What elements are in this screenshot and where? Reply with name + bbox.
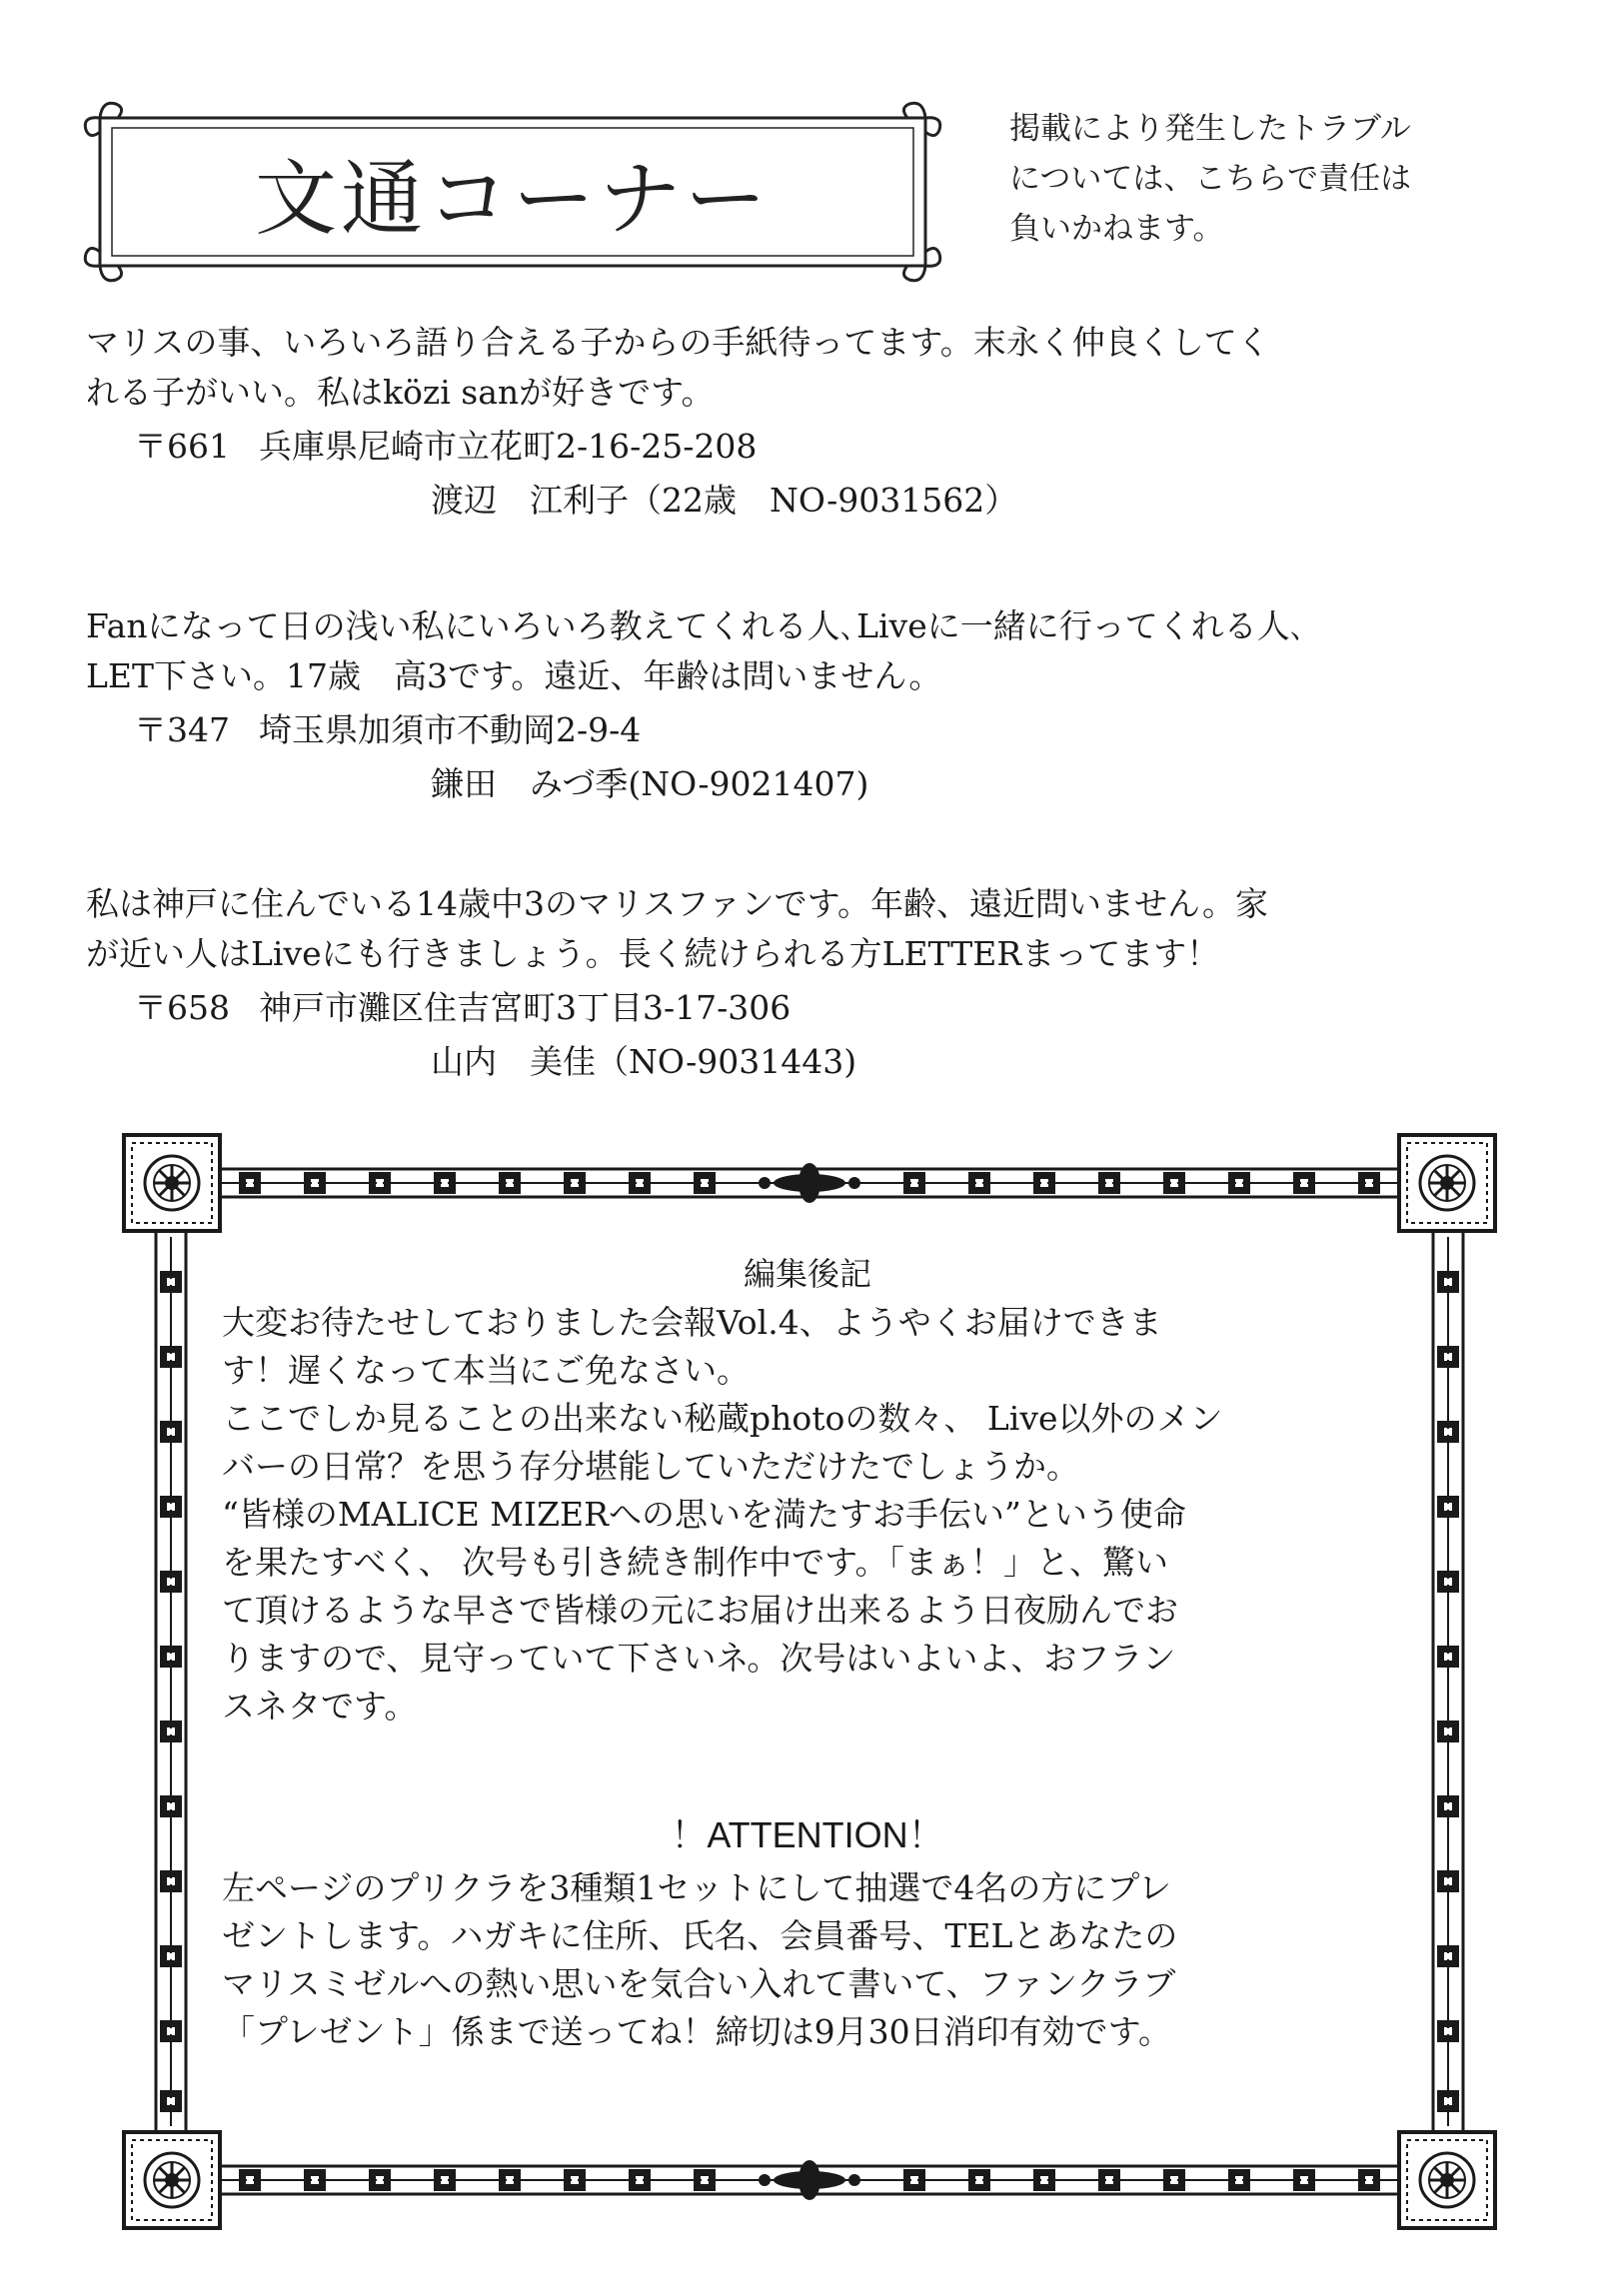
entry-message-line: マリスの事、いろいろ語り合える子からの手紙待ってます。末永く仲良くしてく (86, 323, 1270, 362)
disclaimer-line: 負いかねます。 (1009, 211, 1224, 247)
entry-address-text: 兵庫県尼崎市立花町2-16-25-208 (259, 427, 758, 466)
editor-note (222, 1249, 1393, 1730)
penpal-entry (86, 318, 1525, 528)
penpal-entry (86, 601, 1525, 811)
attention-line: 「プレゼント」係まで送ってね！締切は9月30日消印有効です。 (222, 2012, 1172, 2051)
page-title: 文通コーナー (254, 151, 771, 247)
entry-address (86, 420, 1525, 474)
attention-heading: ！ATTENTION！ (671, 1814, 944, 1855)
entry-address-text: 神戸市灘区住吉宮町3丁目3-17-306 (259, 988, 792, 1027)
editor-note-line: りますので、見守っていて下さいネ。次号はいよいよ、おフラン (222, 1639, 1176, 1678)
editor-note-line: す！遅くなって本当にご免なさい。 (222, 1351, 750, 1390)
entry-message-line: Fanになって日の浅い私にいろいろ教えてくれる人､Liveに一緒に行ってくれる人､ (86, 606, 1307, 645)
editor-note-line: て頂けるような早さで皆様の元にお届け出来るよう日夜励んでお (222, 1591, 1178, 1630)
editor-note-line: 大変お待たせしておりました会報Vol.4、ようやくお届けできま (222, 1303, 1162, 1342)
disclaimer-line: については、こちらで責任は (1009, 161, 1412, 197)
entry-message-line: が近い人はLiveにも行きましょう。長く続けられる方LETTERまってます！ (86, 934, 1220, 973)
attention-line: マリスミゼルへの熱い思いを気合い入れて書いて、ファンクラブ (222, 1964, 1176, 2003)
entry-zip: 〒658 (134, 988, 230, 1027)
attention-line: 左ページのプリクラを3種類1セットにして抽選で4名の方にプレ (222, 1868, 1172, 1907)
editor-note-line: バーの日常？を思う存分堪能していただけたでしょうか。 (222, 1447, 1079, 1486)
editor-note-line: を果たすべく、 次号も引き続き制作中です。「まぁ！」と、驚い (222, 1543, 1169, 1582)
entry-name: 渡辺 江利子（22歳 NO-9031562） (431, 481, 1018, 520)
entry-address-text: 埼玉県加須市不動岡2-9-4 (259, 710, 642, 749)
editor-note-line: スネタです。 (222, 1687, 418, 1725)
entry-message-line: れる子がいい。私はközi sanが好きです。 (86, 373, 715, 412)
disclaimer (1009, 104, 1529, 254)
entry-zip: 〒661 (134, 427, 230, 466)
entry-address (86, 981, 1525, 1035)
editor-note-line: ここでしか見ることの出来ない秘蔵photoの数々、 Live以外のメン (222, 1399, 1223, 1438)
editor-note-line: “皆様のMALICE MIZERへの思いを満たすお手伝い”という使命 (222, 1495, 1186, 1534)
editor-note-heading: 編集後記 (743, 1255, 871, 1293)
entry-zip: 〒347 (134, 710, 230, 749)
attention-notice (222, 1808, 1393, 2056)
penpal-entry (86, 879, 1525, 1089)
entry-name: 鎌田 みづ季(NO-9021407) (431, 764, 869, 803)
attention-line: ゼントします。ハガキに住所、氏名、会員番号、TELとあなたの (222, 1916, 1178, 1955)
entry-message-line: 私は神戸に住んでいる14歳中3のマリスファンです。年齢、遠近問いません。家 (86, 884, 1269, 923)
entry-message-line: LET下さい。17歳 高3です。遠近、年齢は問いません。 (86, 656, 942, 695)
entry-name: 山内 美佳（NO-9031443) (431, 1042, 857, 1081)
entry-address (86, 703, 1525, 757)
disclaimer-line: 掲載により発生したトラブル (1009, 111, 1411, 147)
